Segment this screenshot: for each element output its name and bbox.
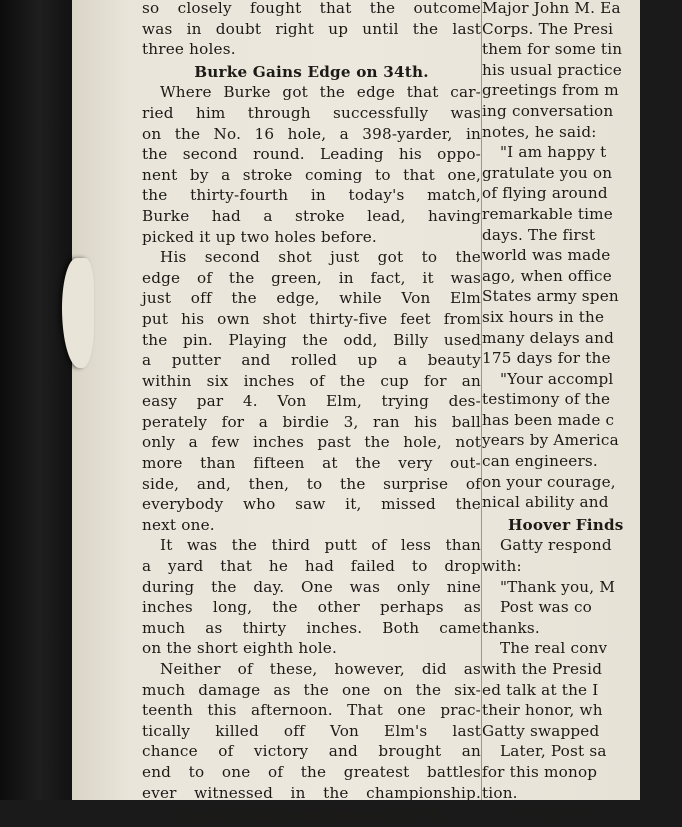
text-line: States army spen <box>482 287 619 306</box>
newspaper-page <box>72 0 640 826</box>
text-line: 175 days for the <box>482 349 611 368</box>
text-line: nical ability and <box>482 493 609 512</box>
text-line: Neither of these, however, did as <box>160 660 481 678</box>
text-line: six hours in the <box>482 307 605 326</box>
text-line: perately for a birdie 3, ran his ball <box>142 412 481 431</box>
text-line: on the short eighth hole. <box>142 639 338 658</box>
section-heading: Burke Has Medal Round of 71. <box>177 807 446 826</box>
text-line: chance of victory and brought an <box>142 742 481 761</box>
text-line: teenth this afternoon. That one prac- <box>142 701 481 720</box>
text-line: ed talk at the I <box>482 680 599 699</box>
text-line: The real conv <box>500 639 608 658</box>
text-line: thanks. <box>482 618 540 637</box>
left-column <box>142 0 481 827</box>
section-heading: Hoover Finds <box>508 515 624 534</box>
text-line: Gatty respond <box>500 536 612 555</box>
text-line: much as thirty inches. Both came <box>142 618 481 637</box>
text-line: during the day. One was only nine <box>142 577 481 596</box>
text-line: three holes. <box>142 40 236 59</box>
text-line: Post was co <box>500 598 592 617</box>
text-line: ever witnessed in the championship. <box>142 783 481 802</box>
page-edge-tear <box>62 258 94 368</box>
text-line: days. The first <box>482 225 596 244</box>
text-line: next one. <box>142 515 215 534</box>
text-line: nent by a stroke coming to that one, <box>142 165 481 184</box>
text-line: ried him through successfully was <box>142 103 481 122</box>
text-line: the thirty-fourth in today's match, <box>142 186 481 205</box>
text-line: side, and, then, to the surprise of <box>142 474 481 493</box>
text-line: everybody who saw it, missed the <box>142 495 481 514</box>
text-line: testimony of the <box>482 390 611 409</box>
text-line: world was made <box>482 246 611 265</box>
text-line: tion. <box>482 783 518 802</box>
text-line: put his own shot thirty-five feet from <box>142 309 481 328</box>
text-line: "I am happy t <box>500 143 607 162</box>
text-line: can engineers. <box>482 452 598 471</box>
text-line: "Thank you, M <box>500 577 616 596</box>
text-line: a yard that he had failed to drop <box>142 557 481 576</box>
text-line: the second round. Leading his oppo- <box>142 145 481 164</box>
text-line: a putter and rolled up a beauty <box>142 351 481 370</box>
text-line: has been made c <box>482 410 615 429</box>
text-line: gratulate you on <box>482 163 613 182</box>
text-line: edge of the green, in fact, it was <box>142 268 481 287</box>
text-line: his usual practice <box>482 60 622 79</box>
text-line: tically killed off Von Elm's last <box>142 721 481 740</box>
text-line: with: <box>482 557 522 576</box>
section-heading: Burke Gains Edge on 34th. <box>194 62 429 81</box>
book-binding-edge <box>0 0 72 800</box>
text-line: within six inches of the cup for an <box>142 371 481 390</box>
text-line: was in doubt right up until the last <box>142 19 481 38</box>
text-line: It was the third putt of less than <box>160 536 481 555</box>
text-line: remarkable time <box>482 204 613 223</box>
text-line: much damage as the one on the six- <box>142 680 481 699</box>
text-line: only a few inches past the hole, not <box>142 433 481 452</box>
text-line: inches long, the other perhaps as <box>142 598 481 617</box>
text-line: "Your accompl <box>500 369 614 388</box>
text-line: Later, Post sa <box>500 742 607 761</box>
text-line: easy par 4. Von Elm, trying des- <box>142 392 481 411</box>
text-line: Burke had a stroke lead, having <box>142 206 481 225</box>
text-line: many delays and <box>482 328 615 347</box>
text-line: Gatty swapped <box>482 721 600 740</box>
text-line: years by America <box>482 431 619 450</box>
text-line: ago, when office <box>482 266 612 285</box>
text-line: of flying around <box>482 184 608 203</box>
text-line: picked it up two holes before. <box>142 227 377 246</box>
text-line: Where Burke got the edge that car- <box>160 83 481 102</box>
text-line: greetings from m <box>482 81 619 100</box>
text-line: their honor, wh <box>482 701 603 720</box>
text-line: more than fifteen at the very out- <box>142 454 481 473</box>
text-line: for this monop <box>482 762 598 781</box>
text-line: on your courage, <box>482 472 616 491</box>
text-line: on the No. 16 hole, a 398-yarder, in <box>142 124 481 143</box>
text-line: the pin. Playing the odd, Billy used <box>142 330 481 349</box>
text-line: His second shot just got to the <box>160 248 481 267</box>
text-line: them for some tin <box>482 40 623 59</box>
text-line: notes, he said: <box>482 122 597 141</box>
text-line: ing conversation <box>482 101 614 120</box>
text-line: just off the edge, while Von Elm <box>142 289 481 308</box>
right-column <box>482 0 682 824</box>
text-line: Major John M. Ea <box>482 0 621 17</box>
text-line: "This guy is <box>500 804 593 823</box>
text-line: so closely fought that the outcome <box>142 0 481 17</box>
text-line: end to one of the greatest battles <box>142 762 481 781</box>
text-line: with the Presid <box>482 660 603 678</box>
text-line: Corps. The Presi <box>482 19 614 38</box>
